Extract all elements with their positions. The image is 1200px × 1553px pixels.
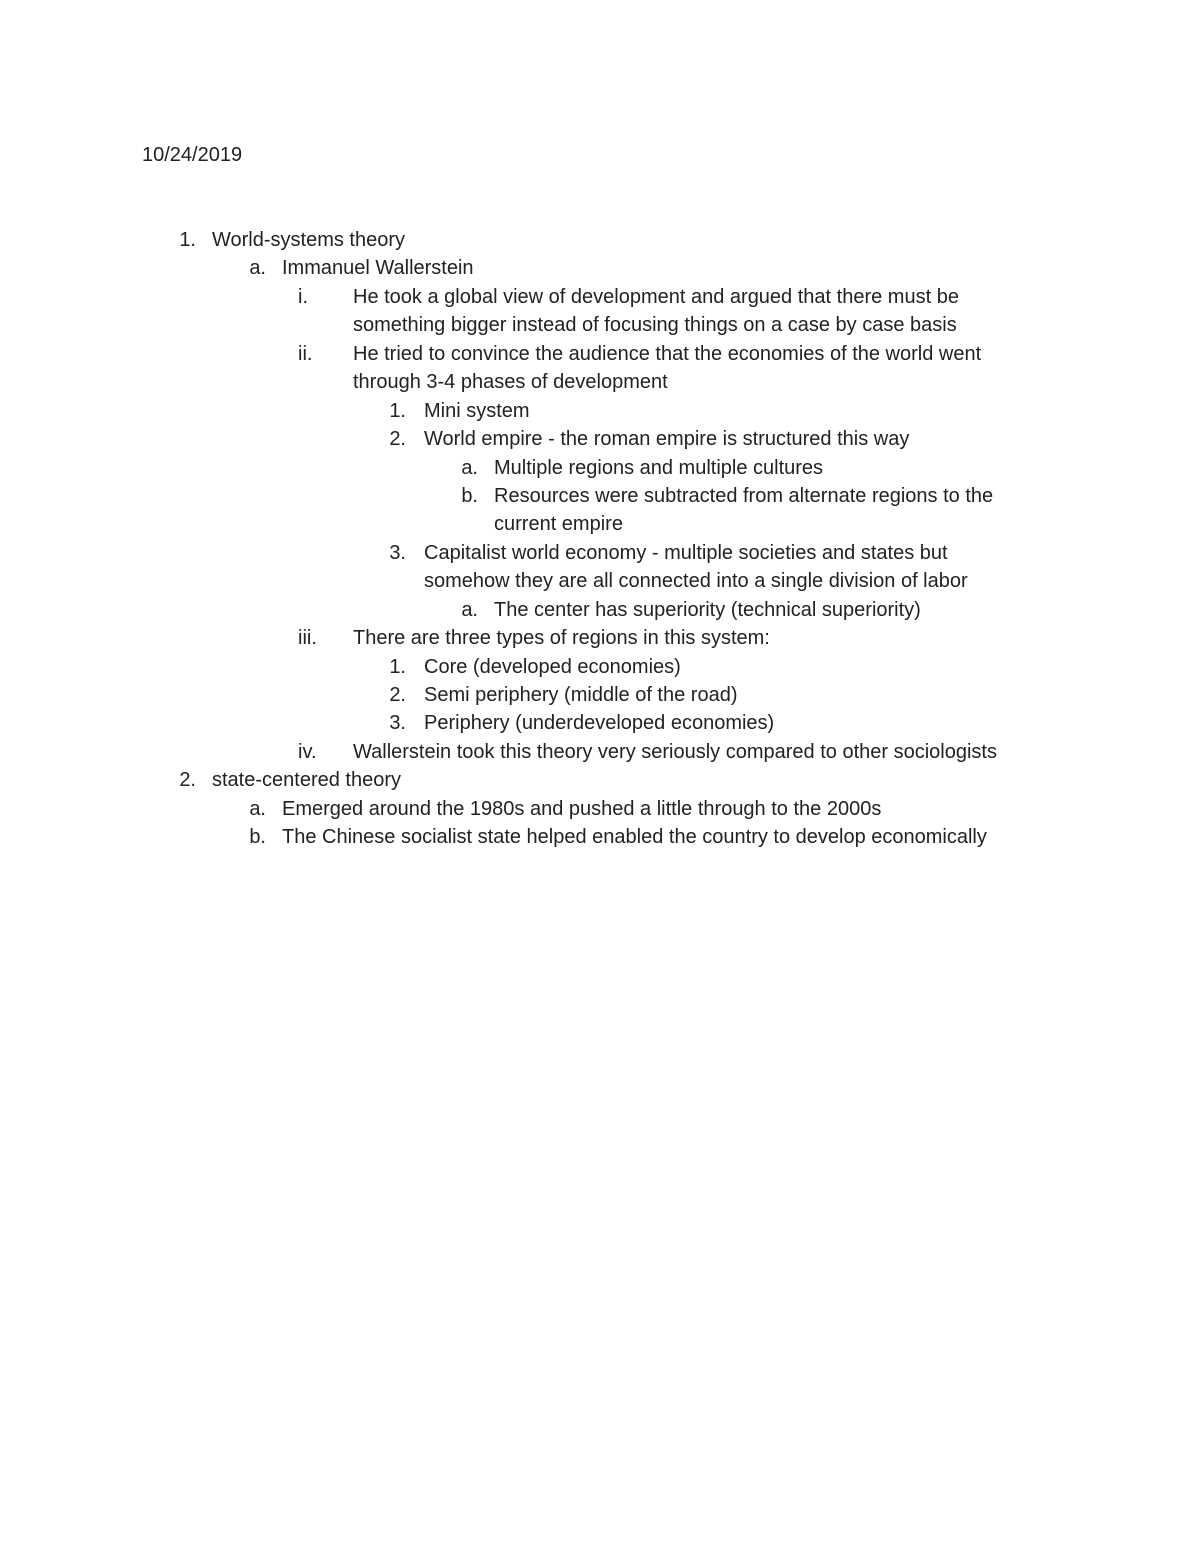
list-marker: ii.	[298, 342, 313, 365]
list-marker: a.	[461, 598, 478, 621]
list-text: Capitalist world economy - multiple societies and states but	[424, 541, 948, 564]
list-item	[0, 823, 1200, 851]
list-text: Core (developed economies)	[424, 655, 681, 678]
list-item	[0, 397, 1200, 425]
list-text: somehow they are all connected into a single division of labor	[424, 570, 968, 593]
list-marker: i.	[298, 285, 308, 308]
list-text: He took a global view of development and argued that there must be	[353, 285, 959, 308]
list-text: Wallerstein took this theory very seriously compared to other sociologists	[353, 740, 997, 763]
list-text: Periphery (underdeveloped economies)	[424, 712, 775, 735]
list-marker: 2.	[179, 769, 196, 792]
list-marker: 1.	[389, 399, 406, 422]
list-item	[0, 596, 1200, 624]
list-item	[0, 539, 1200, 567]
list-marker: 1.	[389, 655, 406, 678]
list-text: The Chinese socialist state helped enabled the country to develop economically	[282, 826, 987, 849]
list-item-continuation	[0, 510, 1200, 538]
list-text: something bigger instead of focusing things on a case by case basis	[353, 314, 957, 337]
list-item	[0, 454, 1200, 482]
list-item-continuation	[0, 368, 1200, 396]
list-text: Multiple regions and multiple cultures	[494, 456, 824, 479]
list-item	[0, 283, 1200, 311]
list-item	[0, 624, 1200, 652]
list-text: He tried to convince the audience that the economies of the world went	[353, 342, 982, 365]
list-text: The center has superiority (technical superiority)	[494, 598, 921, 621]
list-marker: a.	[461, 456, 478, 479]
list-item	[0, 254, 1200, 282]
list-marker: iii.	[298, 627, 317, 650]
outline-list	[0, 226, 1200, 852]
list-item	[0, 681, 1200, 709]
list-text: World empire - the roman empire is structured this way	[424, 428, 910, 451]
list-text: World-systems theory	[212, 229, 406, 251]
list-text: Resources were subtracted from alternate regions to the	[494, 484, 994, 507]
list-item	[0, 709, 1200, 737]
list-text: Immanuel Wallerstein	[282, 257, 474, 280]
list-item-continuation	[0, 567, 1200, 595]
list-marker: a.	[249, 797, 266, 820]
list-item	[0, 340, 1200, 368]
list-marker: iv.	[298, 740, 317, 763]
list-marker: b.	[461, 484, 478, 507]
list-marker: b.	[249, 826, 266, 849]
list-text: Emerged around the 1980s and pushed a little through to the 2000s	[282, 797, 882, 820]
list-text: There are three types of regions in this system:	[353, 627, 770, 650]
list-text: state-centered theory	[212, 769, 401, 792]
list-marker: 3.	[389, 712, 406, 735]
list-marker: a.	[249, 257, 266, 280]
document-date: 10/24/2019	[142, 144, 243, 166]
list-marker: 2.	[389, 428, 406, 451]
list-text: current empire	[494, 513, 623, 536]
list-marker: 3.	[389, 541, 406, 564]
list-item	[0, 653, 1200, 681]
list-item	[0, 226, 1200, 254]
list-item	[0, 766, 1200, 794]
list-item	[0, 738, 1200, 766]
list-marker: 1.	[179, 229, 196, 251]
list-item	[0, 482, 1200, 510]
list-item	[0, 795, 1200, 823]
list-item	[0, 425, 1200, 453]
list-marker: 2.	[389, 684, 406, 706]
list-text: Mini system	[424, 399, 530, 422]
list-text: Semi periphery (middle of the road)	[424, 684, 738, 706]
list-item-continuation	[0, 311, 1200, 339]
list-text: through 3-4 phases of development	[353, 371, 668, 394]
